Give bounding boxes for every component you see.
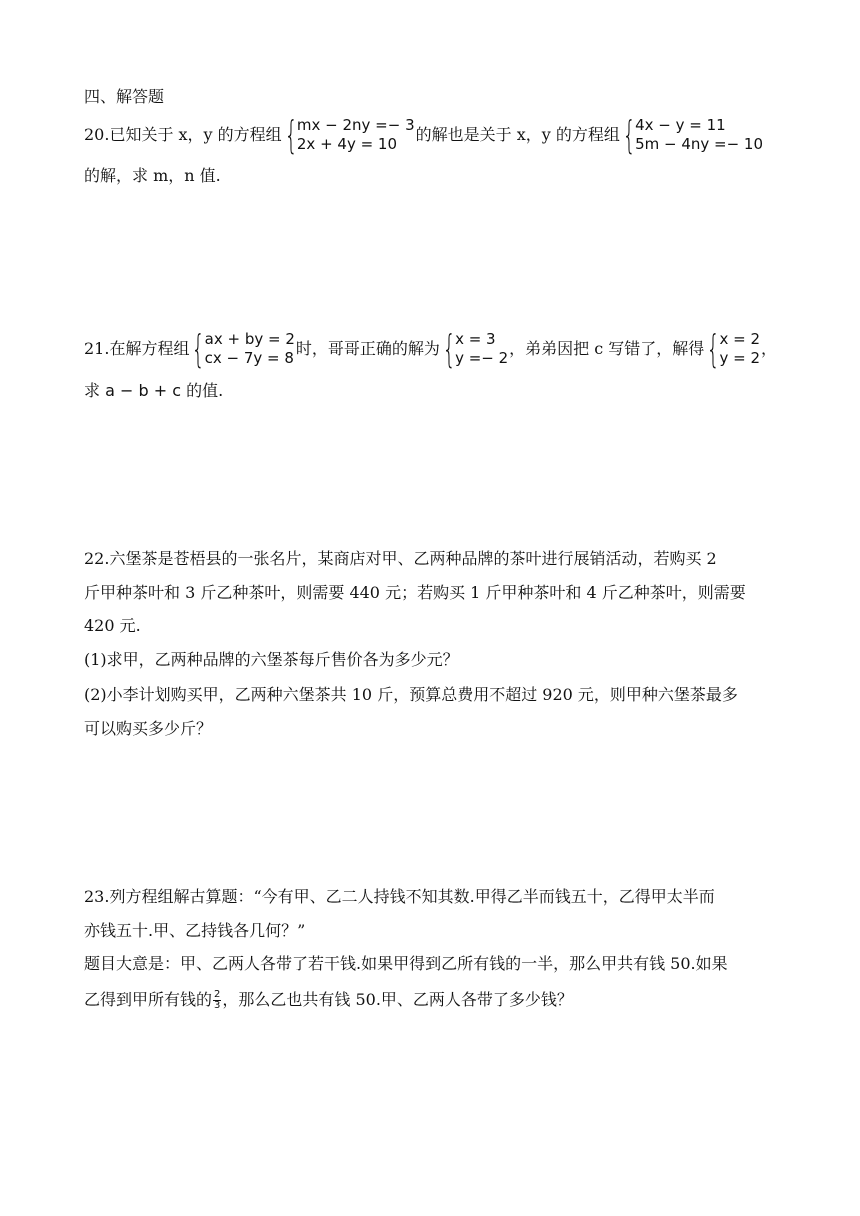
q23-last-suffix: ，那么乙也共有钱 50.甲、乙两人各带了多少钱？ (222, 990, 573, 1009)
question-21-line-1 (84, 327, 777, 371)
question-23-line-4 (84, 986, 573, 1014)
q21-system-3 (705, 327, 761, 371)
question-22-part-2-line-1: (2)小李计划购买甲，乙两种六堡茶共 10 斤，预算总费用不超过 920 元，则甲种六堡茶最多 (84, 685, 738, 704)
q21-mid-2: ，弟弟因把 c 写错了，解得 (509, 339, 705, 358)
left-brace-icon: { (706, 327, 721, 371)
fraction-denominator: 3 (214, 999, 221, 1011)
q21-sys3-eq2: y = 2 (719, 349, 761, 367)
fraction-two-thirds (213, 990, 221, 1011)
left-brace-icon: { (442, 327, 456, 371)
question-22-line-3: 420 元. (84, 616, 141, 635)
section-title: 四、解答题 (84, 87, 165, 106)
q21-sys2-eq1: x = 3 (455, 330, 496, 348)
q21-expression: a − b + c (105, 381, 182, 400)
q20-system-1 (283, 113, 415, 157)
q21-line2-text-b: 的值. (181, 381, 224, 400)
fraction-numerator: 2 (214, 988, 221, 1000)
q21-end: ， (761, 339, 778, 358)
q21-system-2 (441, 327, 509, 371)
q21-sys1-eq1: ax + by = 2 (204, 330, 295, 348)
q21-line2-text-a: 求 (84, 381, 106, 400)
question-22-part-1: (1)求甲，乙两种品牌的六堡茶每斤售价各为多少元？ (84, 650, 459, 669)
q20-sys1-eq2: 2x + 4y = 10 (296, 135, 398, 153)
q20-sys1-eq1: mx − 2ny =− 3 (296, 116, 415, 134)
q21-prefix: 21.在解方程组 (84, 339, 190, 358)
q20-middle: 的解也是关于 x，y 的方程组 (415, 125, 620, 144)
question-22-line-1: 22.六堡茶是苍梧县的一张名片，某商店对甲、乙两种品牌的茶叶进行展销活动，若购买 2 (84, 549, 717, 568)
q20-sys2-eq1: 4x − y = 11 (635, 116, 726, 134)
left-brace-icon: { (191, 327, 206, 371)
question-21-line-2 (84, 381, 223, 401)
question-22-line-2: 斤甲种茶叶和 3 斤乙种茶叶，则需要 440 元；若购买 1 斤甲种茶叶和 4 斤乙种茶叶，则需要 (84, 583, 746, 602)
left-brace-icon: { (284, 113, 298, 157)
left-brace-icon: { (622, 113, 636, 157)
q21-sys3-eq1: x = 2 (719, 330, 761, 348)
q21-system-1 (190, 327, 295, 371)
question-23-line-2: 亦钱五十.甲、乙持钱各几何？” (84, 921, 306, 940)
question-23-line-1: 23.列方程组解古算题：“今有甲、乙二人持钱不知其数.甲得乙半而钱五十，乙得甲太半而 (84, 887, 715, 906)
question-20-line-2: 的解，求 m，n 值. (84, 166, 221, 185)
q20-prefix: 20.已知关于 x，y 的方程组 (84, 125, 282, 144)
q21-sys2-eq2: y =− 2 (455, 349, 509, 367)
question-22-part-2-line-2: 可以购买多少斤？ (84, 719, 213, 738)
q21-mid-1: 时，哥哥正确的解为 (295, 339, 440, 358)
question-23-line-3: 题目大意是：甲、乙两人各带了若干钱.如果甲得到乙所有钱的一半，那么甲共有钱 50.如果 (84, 954, 728, 973)
q20-system-2 (621, 113, 764, 157)
q23-last-prefix: 乙得到甲所有钱的 (84, 990, 213, 1009)
q20-sys2-eq2: 5m − 4ny =− 10 (635, 135, 764, 153)
question-20-line-1 (84, 113, 764, 157)
q21-sys1-eq2: cx − 7y = 8 (204, 349, 294, 367)
